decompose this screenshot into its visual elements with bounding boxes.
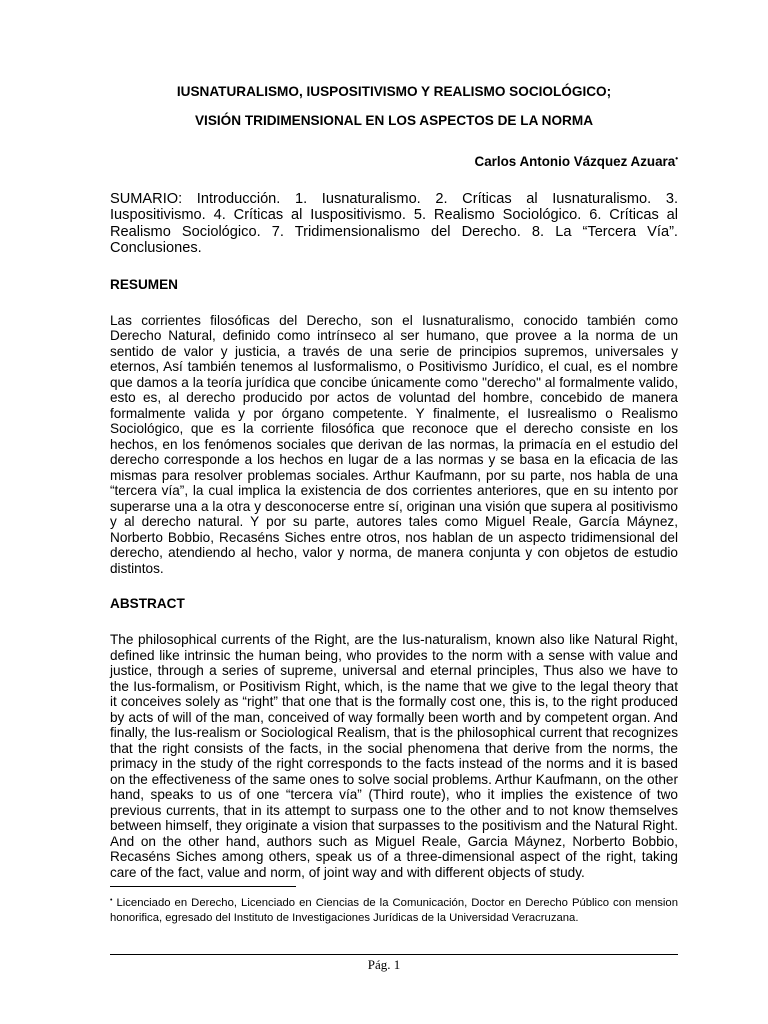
page-number: Pág. 1 [367,957,401,972]
page-footer-divider [110,954,678,955]
footnote-mark: • [110,897,113,904]
resumen-paragraph: Las corrientes filosóficas del Derecho, son el Iusnaturalismo, conocido también como Derecho Natural, definido como intrínseco al ser humano, que provee a la norma de un sentido de valor y justicia, a través de una serie de principios supremos, universales y eternos, Así también tenemos al Iusformalismo, o Positivismo Jurídico, el cual, es el nombre que damos a la teoría jurídica que concibe únicamente como "derecho" al formalmente valido, esto es, al derecho producido por actos de voluntad del hombre, concebido de manera formalmente valida y por órgano competente. Y finalmente, el Iusrealismo o Realismo Sociológico, que es la corriente filosófica que reconoce que el derecho consiste en los hechos, en los fenómenos sociales que derivan de las normas, la primacía en el estudio del derecho corresponde a los hechos en lugar de a las normas y se basa en la eficacia de las mismas para resolver problemas sociales. Arthur Kaufmann, por su parte, nos habla de una “tercera vía”, la cual implica la existencia de dos corrientes anteriores, que en su intento por superarse una a la otra y desconocerse entre sí, originan una visión que supera al positivismo y al derecho natural. Y por su parte, autores tales como Miguel Reale, García Máynez, Norberto Bobbio, Recaséns Siches entre otros, nos hablan de un aspecto tridimensional del derecho, atendiendo al hecho, valor y norma, de manera conjunta y con objetos de estudio distintos. [110,312,678,576]
abstract-heading: ABSTRACT [110,596,185,612]
author-name: Carlos Antonio Vázquez Azuara [474,154,676,169]
footnote [110,893,678,926]
document-title-line-1: IUSNATURALISMO, IUSPOSITIVISMO Y REALISMO SOCIOLÓGICO; [176,84,612,99]
footnote-text: Licenciado en Derecho, Licenciado en Ciencias de la Comunicación, Doctor en Derecho Público con mension honorifica, egresado del Instituto de Investigaciones Jurídicas de la Universidad Veracruzana. [110,897,678,924]
author-footnote-mark: • [675,154,678,163]
summary-paragraph: SUMARIO: Introducción. 1. Iusnaturalismo. 2. Críticas al Iusnaturalismo. 3. Iuspositivismo. 4. Críticas al Iuspositivismo. 5. Realismo Sociológico. 6. Críticas al Realismo Sociológico. 7. Tridimensionalismo del Derecho. 8. La “Tercera Vía”. Conclusiones. [110,191,678,257]
resumen-heading: RESUMEN [110,276,178,292]
abstract-paragraph: The philosophical currents of the Right, are the Ius-naturalism, known also like Natural Right, defined like intrinsic the human being, who provides to the norm with a sense with value and justice, through a series of supreme, universal and eternal principles, Thus also we have to the Ius-formalism, or Positivism Right, which, is the name that we give to the legal theory that it conceives solely as “right” that one that is the formally cost one, this is, to the right produced by acts of will of the man, conceived of way formally been worth and by competent organ. And finally, the Ius-realism or Sociological Realism, that is the philosophical current that recognizes that the right consists of the facts, in the social phenomena that derive from the norms, the primacy in the study of the right corresponds to the facts instead of the norms and it is based on the effectiveness of the same ones to solve social problems. Arthur Kaufmann, on the other hand, speaks to us of one “tercera vía” (Third route), who it implies the existence of two previous currents, that in its attempt to surpass one to the other and to not know themselves between himself, they originate a vision that surpasses to the positivism and the Natural Right. And on the other hand, authors such as Miguel Reale, Garcia Máynez, Norberto Bobbio, Recaséns Siches among others, speak us of a three-dimensional aspect of the right, taking care of the fact, value and norm, of joint way and with different objects of study. [110,632,678,880]
author-line [110,151,678,170]
document-body [110,84,678,880]
document-title-line-2: VISIÓN TRIDIMENSIONAL EN LOS ASPECTOS DE LA NORMA [194,113,594,128]
footnote-divider [110,886,296,887]
